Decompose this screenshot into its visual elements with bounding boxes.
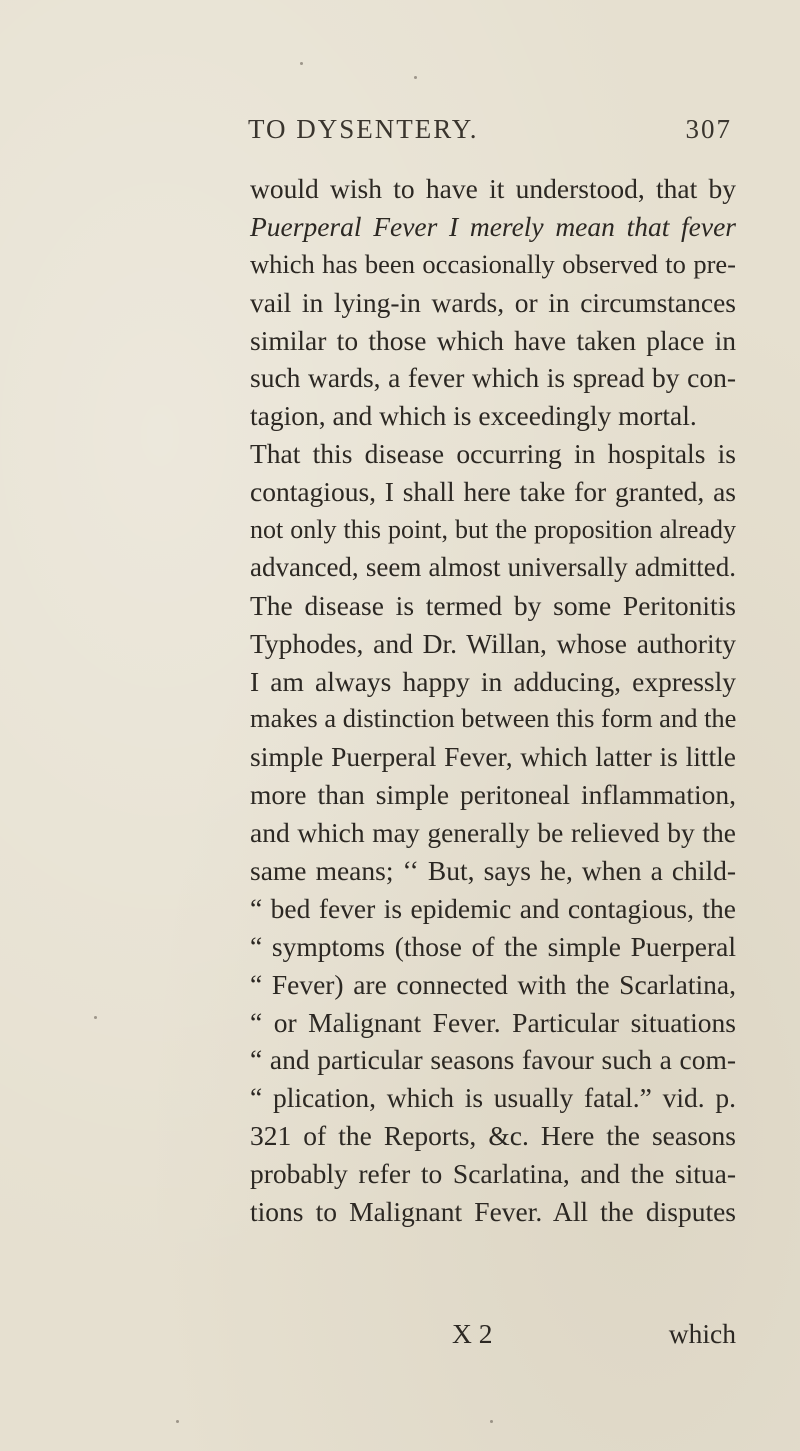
text-line: similar to those which have taken place in (250, 324, 736, 356)
text-line: “ and particular seasons favour such a com- (250, 1044, 736, 1076)
text-line: That this disease occurring in hospitals is (250, 438, 736, 470)
paper-speck (300, 62, 303, 65)
text-line: Puerperal Fever I merely mean that fever (250, 210, 736, 242)
text-line: tions to Malignant Fever. All the disputes (250, 1196, 736, 1228)
text-line: same means; ‘‘ But, says he, when a child- (250, 855, 736, 887)
text-line: 321 of the Reports, &c. Here the seasons (250, 1120, 736, 1152)
text-line: not only this point, but the proposition already (250, 515, 736, 545)
paper-speck (490, 1420, 493, 1423)
text-line: tagion, and which is exceedingly mortal. (250, 400, 697, 432)
text-line: would wish to have it understood, that by (250, 173, 736, 204)
running-head-title: TO DYSENTERY. (248, 114, 479, 144)
page-number: 307 (685, 114, 732, 144)
page-footer (250, 1318, 736, 1356)
paper-speck (414, 76, 417, 79)
text-line: probably refer to Scarlatina, and the situa- (250, 1158, 736, 1190)
text-line: I am always happy in adducing, expressly (250, 665, 736, 697)
text-line: advanced, seem almost universally admitted. (250, 551, 736, 582)
text-line: Typhodes, and Dr. Willan, whose authority (250, 627, 736, 659)
text-line: contagious, I shall here take for granted, as (250, 476, 736, 508)
text-line: more than simple peritoneal inflammation, (250, 779, 736, 811)
running-head (248, 114, 732, 154)
text-line: which has been occasionally observed to pre- (250, 248, 736, 279)
body-paragraph (250, 170, 736, 1231)
text-line: “ plication, which is usually fatal.” vid. p. (250, 1082, 736, 1114)
text-line: such wards, a fever which is spread by con- (250, 362, 736, 394)
text-line: “ Fever) are connected with the Scarlatina, (250, 968, 736, 1000)
paper-speck (176, 1420, 179, 1423)
text-line: simple Puerperal Fever, which latter is little (250, 741, 736, 773)
text-line: “ bed fever is epidemic and contagious, the (250, 892, 736, 924)
text-line: “ or Malignant Fever. Particular situations (250, 1006, 736, 1038)
paper-speck (94, 1016, 97, 1019)
catchword: which (668, 1318, 736, 1349)
text-line: makes a distinction between this form and the (250, 703, 737, 734)
text-line: The disease is termed by some Peritonitis (250, 589, 736, 621)
text-line: “ symptoms (those of the simple Puerperal (250, 930, 736, 962)
text-line: and which may generally be relieved by the (250, 817, 736, 849)
signature-mark: X 2 (452, 1318, 493, 1349)
text-line: vail in lying-in wards, or in circumstances (250, 286, 736, 318)
